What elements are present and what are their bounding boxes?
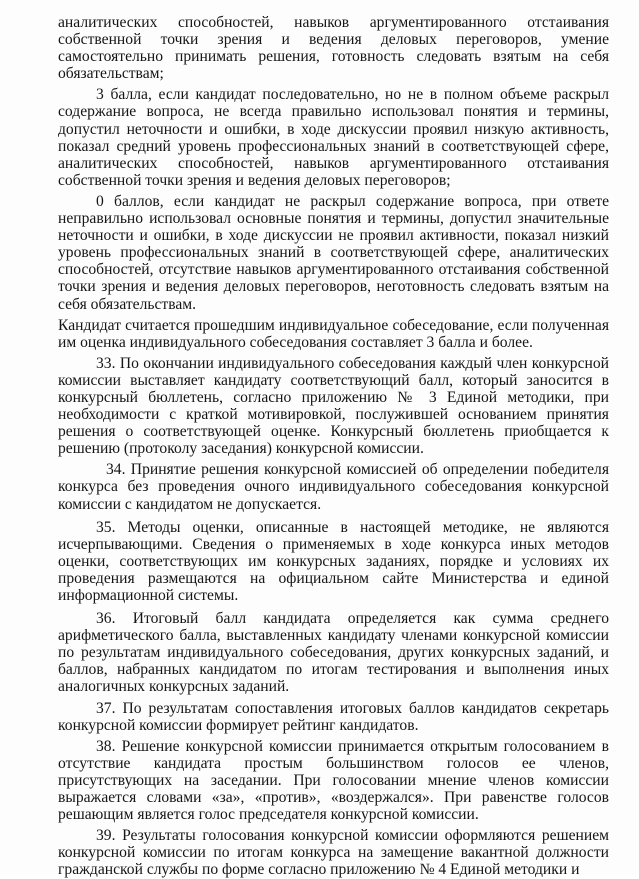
paragraph-35: 35. Методы оценки, описанные в настоящей методике, не являются исчерпывающими. Сведения о применяемых в ходе конкурса иных методов оценки, соответствующих им конкурсных заданиях, порядке и условиях их проведения размещаются на официальном сайте Министерства и единой информационной системы.	[58, 518, 609, 604]
paragraph-33: 33. По окончании индивидуального собеседования каждый член конкурсной комиссии выставляет кандидату соответствующий балл, который заносится в конкурсный бюллетень, согласно приложению № 3 Единой методики, при необходимости с краткой мотивировкой, послужившей основанием принятия решения о соответствующей оценке. Конкурсный бюллетень приобщается к решению (протоколу заседания) конкурсной комиссии.	[58, 354, 609, 458]
paragraph-38: 38. Решение конкурсной комиссии принимается открытым голосованием в отсутствие кандидата простым большинством голосов ее членов, присутствующих на заседании. При голосовании мнение членов комиссии выражается словами «за», «против», «воздержался». При равенстве голосов решающим является голос председателя конкурсной комиссии.	[58, 737, 609, 824]
paragraph-39: 39. Результаты голосования конкурсной комиссии оформляются решением конкурсной комиссии по итогам конкурса на замещение вакантной должности гражданской службы по форме согласно приложению № 4 Единой методики и	[58, 827, 609, 879]
paragraph-0-points: 0 баллов, если кандидат не раскрыл содержание вопроса, при ответе неправильно использовал основные понятия и термины, допустил значительные неточности и ошибки, в ходе дискуссии не проявил активности, показал низкий уровень профессиональных знаний в соответствующей сфере, аналитических способностей, отсутствие навыков аргументированного отстаивания собственной точки зрения и ведения деловых переговоров, неготовность следовать взятым на себя обязательствам.	[58, 192, 609, 313]
paragraph-passed-interview: Кандидат считается прошедшим индивидуальное собеседование, если полученная им оценка индивидуального собеседования составляет 3 балла и более.	[58, 316, 609, 351]
paragraph-34: 34. Принятие решения конкурсной комиссией об определении победителя конкурса без проведения очного индивидуального собеседования конкурсной комиссии с кандидатом не допускается.	[58, 461, 609, 513]
paragraph-3-points: 3 балла, если кандидат последовательно, но не в полном объеме раскрыл содержание вопроса, не всегда правильно использовал понятия и термины, допустил неточности и ошибки, в ходе дискуссии проявил низкую активность, показал средний уровень профессиональных знаний в соответствующей сфере, аналитических способностей, навыков аргументированного отстаивания собственной точки зрения и ведения деловых переговоров;	[58, 86, 609, 189]
paragraph-37: 37. По результатам сопоставления итоговых баллов кандидатов секретарь конкурсной комиссии формирует рейтинг кандидатов.	[58, 699, 609, 734]
paragraph-continuation: аналитических способностей, навыков аргументированного отстаивания собственной точки зрения и ведения деловых переговоров, умение самостоятельно принимать решения, готовность следовать взятым на себя обязательствам;	[58, 14, 609, 83]
paragraph-36: 36. Итоговый балл кандидата определяется как сумма среднего арифметического балла, выставленных кандидату членами конкурсной комиссии по результатам индивидуального собеседования, других конкурсных заданий, и баллов, набранных кандидатом по итогам тестирования и выполнения иных аналогичных конкурсных заданий.	[58, 610, 609, 696]
